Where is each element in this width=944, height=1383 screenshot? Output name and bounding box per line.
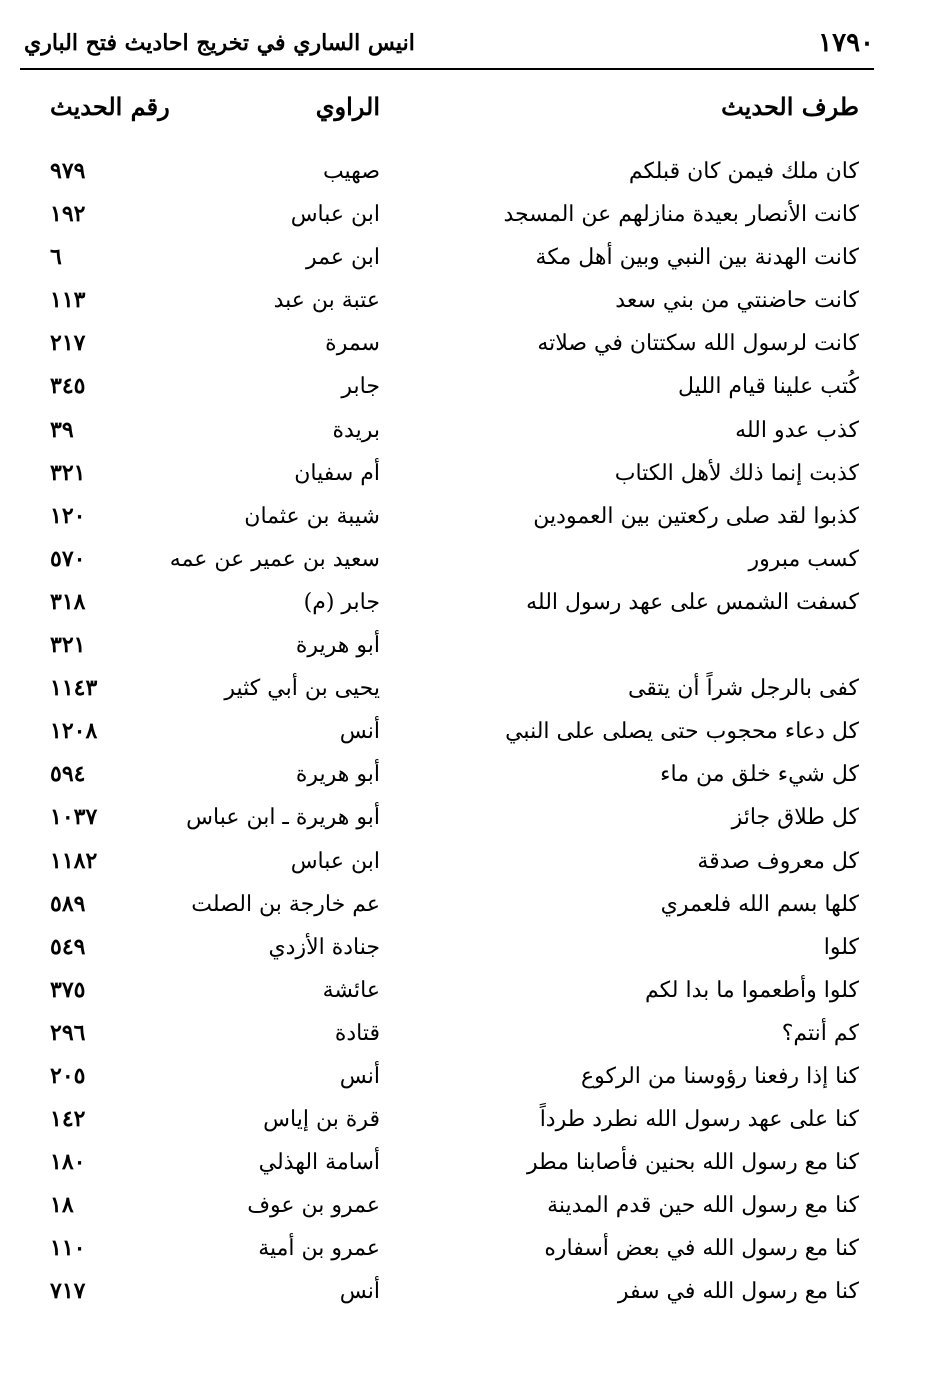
- hadith-number: ١١٠: [50, 1235, 86, 1262]
- hadith-number: ١١٨٢: [50, 847, 98, 874]
- table-row: [20, 840, 874, 883]
- hadith-number: ٥٩٤: [50, 761, 86, 788]
- narrator-name: شيبة بن عثمان: [244, 503, 380, 529]
- narrator-name: بريدة: [332, 417, 380, 443]
- hadith-text: كل معروف صدقة: [697, 848, 859, 874]
- narrator-name: أنس: [339, 1279, 380, 1305]
- narrator-name: أبو هريرة: [295, 633, 380, 659]
- hadith-text: كلوا وأطعموا ما بدا لكم: [644, 977, 859, 1003]
- header-divider: [20, 68, 874, 70]
- hadith-index-table: [20, 150, 874, 1314]
- hadith-number: ٥٨٩: [50, 890, 86, 917]
- book-title: انيس الساري في تخريج احاديث فتح الباري: [24, 30, 415, 56]
- hadith-number: ٢١٧: [50, 330, 86, 357]
- hadith-text: كنا مع رسول الله في بعض أسفاره: [544, 1236, 859, 1262]
- hadith-number: ٥٧٠: [50, 545, 86, 572]
- hadith-text: كل طلاق جائز: [731, 805, 859, 831]
- narrator-name: عمرو بن عوف: [247, 1193, 380, 1219]
- hadith-number: ١٢٠: [50, 502, 86, 529]
- hadith-text: كل دعاء محجوب حتى يصلى على النبي: [505, 719, 859, 745]
- hadith-number: ١٠٣٧: [50, 804, 98, 831]
- hadith-text: كنا مع رسول الله حين قدم المدينة: [547, 1193, 859, 1219]
- table-row: [20, 883, 874, 926]
- table-row: [20, 1227, 874, 1270]
- hadith-number: ٢٠٥: [50, 1062, 86, 1089]
- hadith-number: ٩٧٩: [50, 158, 86, 184]
- hadith-text: كنا إذا رفعنا رؤوسنا من الركوع: [581, 1063, 859, 1089]
- table-row: [20, 926, 874, 969]
- table-row: [20, 279, 874, 322]
- narrator-name: ابن عمر: [306, 245, 380, 271]
- hadith-text: كذبت إنما ذلك لأهل الكتاب: [614, 460, 859, 486]
- hadith-text: كل شيء خلق من ماء: [660, 762, 859, 788]
- hadith-text: كنا مع رسول الله بحنين فأصابنا مطر: [527, 1150, 859, 1176]
- table-row: [20, 796, 874, 839]
- table-row: [20, 581, 874, 624]
- hadith-number: ١٢٠٨: [50, 718, 98, 745]
- table-row: [20, 322, 874, 365]
- hadith-text: كذب عدو الله: [735, 417, 859, 443]
- table-row: [20, 236, 874, 279]
- hadith-number: ٢٩٦: [50, 1019, 86, 1046]
- hadith-number: ٦: [50, 244, 62, 271]
- narrator-name: ابن عباس: [290, 848, 380, 874]
- hadith-text: كلوا: [823, 934, 859, 960]
- hadith-text: كلها بسم الله فلعمري: [660, 891, 859, 917]
- table-row: [20, 753, 874, 796]
- hadith-number: ١٨٠: [50, 1149, 86, 1176]
- hadith-number: ٣٧٥: [50, 976, 86, 1003]
- table-row: [20, 1012, 874, 1055]
- narrator-name: أنس: [339, 1063, 380, 1089]
- narrator-name: سعيد بن عمير عن عمه: [169, 546, 380, 572]
- hadith-text: كسب مبرور: [748, 546, 859, 572]
- narrator-name: عتبة بن عبد: [273, 288, 380, 314]
- hadith-text: كانت الهدنة بين النبي وبين أهل مكة: [535, 245, 859, 271]
- hadith-number: ١١٤٣: [50, 675, 98, 702]
- running-head: [20, 24, 874, 64]
- column-headers: [20, 92, 874, 132]
- narrator-name: قرة بن إياس: [263, 1107, 380, 1133]
- hadith-number: ١٨: [50, 1192, 74, 1219]
- narrator-name: جابر: [341, 374, 380, 400]
- hadith-number: ١١٣: [50, 287, 86, 314]
- table-row: [20, 538, 874, 581]
- hadith-text: كانت الأنصار بعيدة منازلهم عن المسجد: [503, 202, 859, 228]
- hadith-number: ١٩٢: [50, 201, 86, 228]
- hadith-text: كانت حاضنتي من بني سعد: [615, 288, 859, 314]
- narrator-name: أنس: [339, 719, 380, 745]
- hadith-text: كم أنتم؟: [781, 1020, 859, 1046]
- hadith-text: كفى بالرجل شراً أن يتقى: [627, 676, 859, 702]
- narrator-name: يحيى بن أبي كثير: [224, 676, 380, 702]
- hadith-text: كنا على عهد رسول الله نطرد طرداً: [539, 1107, 859, 1133]
- table-row: [20, 193, 874, 236]
- narrator-name: جنادة الأزدي: [268, 934, 380, 960]
- column-header-narrator: الراوي: [315, 92, 380, 121]
- narrator-name: جابر (م): [303, 589, 380, 615]
- table-row: [20, 1184, 874, 1227]
- narrator-name: عم خارجة بن الصلت: [191, 891, 380, 917]
- column-header-number: رقم الحديث: [50, 92, 170, 121]
- narrator-name: أسامة الهذلي: [258, 1150, 380, 1176]
- table-row: [20, 495, 874, 538]
- hadith-number: ٣١٨: [50, 588, 86, 615]
- table-row: [20, 624, 874, 667]
- table-row: [20, 1141, 874, 1184]
- narrator-name: أبو هريرة ـ ابن عباس: [186, 805, 380, 831]
- table-row: [20, 710, 874, 753]
- narrator-name: أبو هريرة: [295, 762, 380, 788]
- hadith-number: ٧١٧: [50, 1278, 86, 1305]
- hadith-number: ٣٤٥: [50, 373, 86, 400]
- table-row: [20, 452, 874, 495]
- hadith-text: كُتب علينا قيام الليل: [678, 374, 859, 400]
- table-row: [20, 1098, 874, 1141]
- hadith-text: كانت لرسول الله سكتتان في صلاته: [537, 331, 859, 357]
- hadith-text: كان ملك فيمن كان قبلكم: [628, 159, 859, 184]
- table-row: [20, 1055, 874, 1098]
- hadith-text: كذبوا لقد صلى ركعتين بين العمودين: [533, 503, 859, 529]
- hadith-number: ٣٢١: [50, 459, 86, 486]
- narrator-name: سمرة: [325, 331, 380, 357]
- table-row: [20, 365, 874, 408]
- narrator-name: قتادة: [334, 1020, 380, 1046]
- narrator-name: عمرو بن أمية: [258, 1236, 380, 1262]
- table-row: [20, 150, 874, 193]
- table-row: [20, 409, 874, 452]
- table-row: [20, 1270, 874, 1313]
- table-row: [20, 969, 874, 1012]
- hadith-number: ٣٢١: [50, 632, 86, 659]
- hadith-number: ٣٩: [50, 416, 74, 443]
- narrator-name: ابن عباس: [290, 202, 380, 228]
- table-row: [20, 667, 874, 710]
- page-number: ١٧٩٠: [818, 28, 874, 58]
- hadith-text: كسفت الشمس على عهد رسول الله: [526, 589, 859, 615]
- narrator-name: عائشة: [322, 977, 380, 1003]
- narrator-name: أم سفيان: [294, 460, 380, 486]
- narrator-name: صهيب: [322, 159, 380, 184]
- hadith-text: كنا مع رسول الله في سفر: [617, 1279, 859, 1305]
- column-header-hadith: طرف الحديث: [721, 92, 859, 121]
- hadith-number: ٥٤٩: [50, 933, 86, 960]
- hadith-number: ١٤٢: [50, 1106, 86, 1133]
